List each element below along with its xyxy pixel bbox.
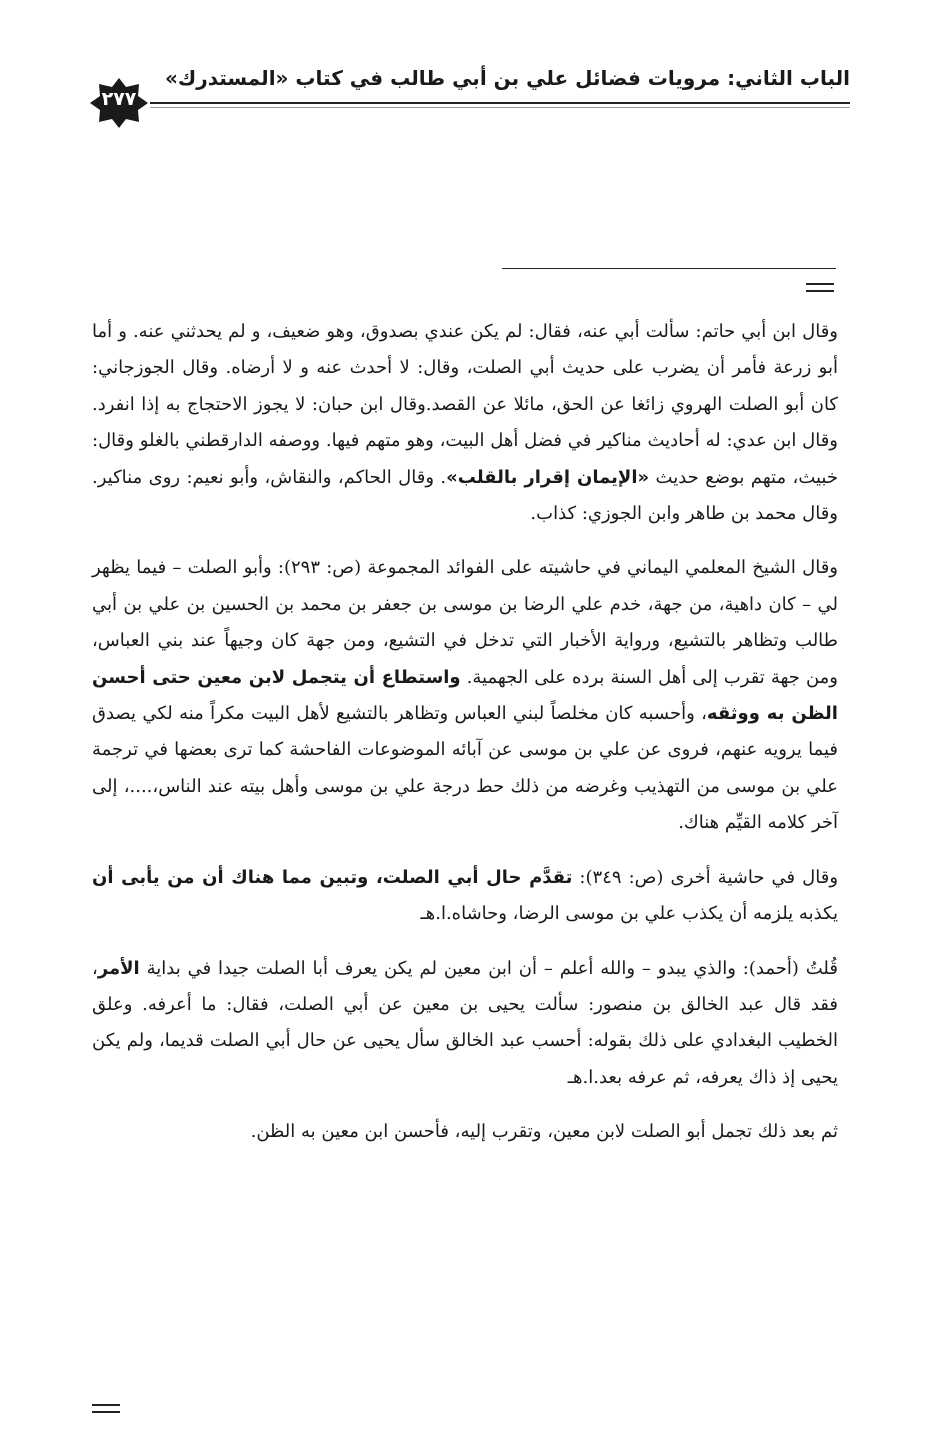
- continuation-mark-top: [806, 283, 834, 297]
- footnote-separator-rule: [502, 268, 836, 269]
- paragraph-2: [92, 550, 838, 841]
- paragraph-4: [92, 951, 838, 1097]
- page-number-badge: [90, 78, 148, 128]
- paragraph-3: [92, 860, 838, 933]
- footnote-content: [92, 314, 838, 1169]
- paragraph-1-bold: «الإيمان إقرار بالقلب»: [446, 466, 650, 488]
- header-title: الباب الثاني: مرويات فضائل علي بن أبي طالب في كتاب «المستدرك»: [164, 66, 850, 90]
- paragraph-2-bold: واستطاع أن يتجمل لابن معين حتى أحسن الظن به ووثقه: [92, 666, 838, 725]
- paragraph-3-text-a: وقال في حاشية أخرى (ص: ٣٤٩):: [572, 866, 839, 888]
- header-rule-thin: [150, 107, 850, 108]
- header-rule: [150, 102, 850, 104]
- paragraph-1-text-b: . وقال الحاكم، والنقاش، وأبو نعيم: روى مناكير. وقال محمد بن طاهر وابن الجوزي: كذاب.: [92, 466, 838, 525]
- page-number: ٢٧٧: [101, 88, 137, 110]
- paragraph-4-bold: الأمر: [97, 957, 140, 979]
- paragraph-3-bold: تقدَّم حال أبي الصلت، وتبين مما هناك أن من يأبى أن: [92, 866, 573, 888]
- paragraph-3-text-b: يكذبه يلزمه أن يكذب علي بن موسى الرضا، وحاشاه.ا.هـ: [420, 903, 838, 925]
- paragraph-1-text-a: وقال ابن أبي حاتم: سألت أبي عنه، فقال: لم يكن عندي بصدوق، وهو ضعيف، و لم يحدثني عنه. و أما أبو زرعة فأمر أن يضرب على حديث أبي الصلت، وقال: لا أحدث عنه و لا أرضاه. وقال الجوزجاني: كان أبو الصلت الهروي زائغا عن الحق، مائلا عن القصد.وقال ابن حبان: لا يجوز الاحتجاج به إذا انفرد. وقال ابن عدي: له أحاديث مناكير في فضل أهل البيت، وهو متهم فيها. ووصفه الدارقطني بالغلو وقال: خبيث، متهم بوضع حديث: [92, 321, 838, 488]
- paragraph-1: [92, 314, 838, 532]
- paragraph-2-text-a: وقال الشيخ المعلمي اليماني في حاشيته على الفوائد المجموعة (ص: ٢٩٣): وأبو الصلت – فيما يظهر لي – كان داهية، من جهة، خدم علي الرضا بن موسى بن جعفر بن محمد بن الحسين بن علي بن أبي طالب وتظاهر بالتشيع، ورواية الأخبار التي تدخل في التشيع، ومن جهة كان وجيهاً عند بني العباس، ومن جهة تقرب إلى أهل السنة برده على الجهمية.: [92, 557, 838, 688]
- running-header: [90, 58, 850, 128]
- paragraph-5: [92, 1114, 838, 1150]
- paragraph-4-text-b: ، فقد قال عبد الخالق بن منصور: سألت يحيى بن معين عن أبي الصلت، فقال: ما أعرفه. وعلق الخطيب البغدادي على ذلك بقوله: أحسب عبد الخالق سأل يحيى عن حال أبي الصلت قديما، ولم يكن يحيى إذ ذاك يعرفه، ثم عرفه بعد.ا.هـ: [92, 957, 838, 1088]
- paragraph-4-text-a: قُلتُ (أحمد): والذي يبدو – والله أعلم – أن ابن معين لم يكن يعرف أبا الصلت جيدا في بداية: [139, 957, 838, 979]
- continuation-mark-bottom: [92, 1404, 120, 1418]
- paragraph-5-text: ثم بعد ذلك تجمل أبو الصلت لابن معين، وتقرب إليه، فأحسن ابن معين به الظن.: [250, 1121, 838, 1143]
- paragraph-2-text-b: ، وأحسبه كان مخلصاً لبني العباس وتظاهر بالتشيع لأهل البيت مكراً منه لكي يصدق فيما يرويه عنهم، فروى عن علي بن موسى عن آبائه الموضوعات الفاحشة كما ترى بعضها في ترجمة علي بن موسى من التهذيب وغرضه من ذلك حط درجة علي بن موسى وأهل بيته عند الناس،....، إلى آخر كلامه القيِّم هناك.: [92, 703, 838, 834]
